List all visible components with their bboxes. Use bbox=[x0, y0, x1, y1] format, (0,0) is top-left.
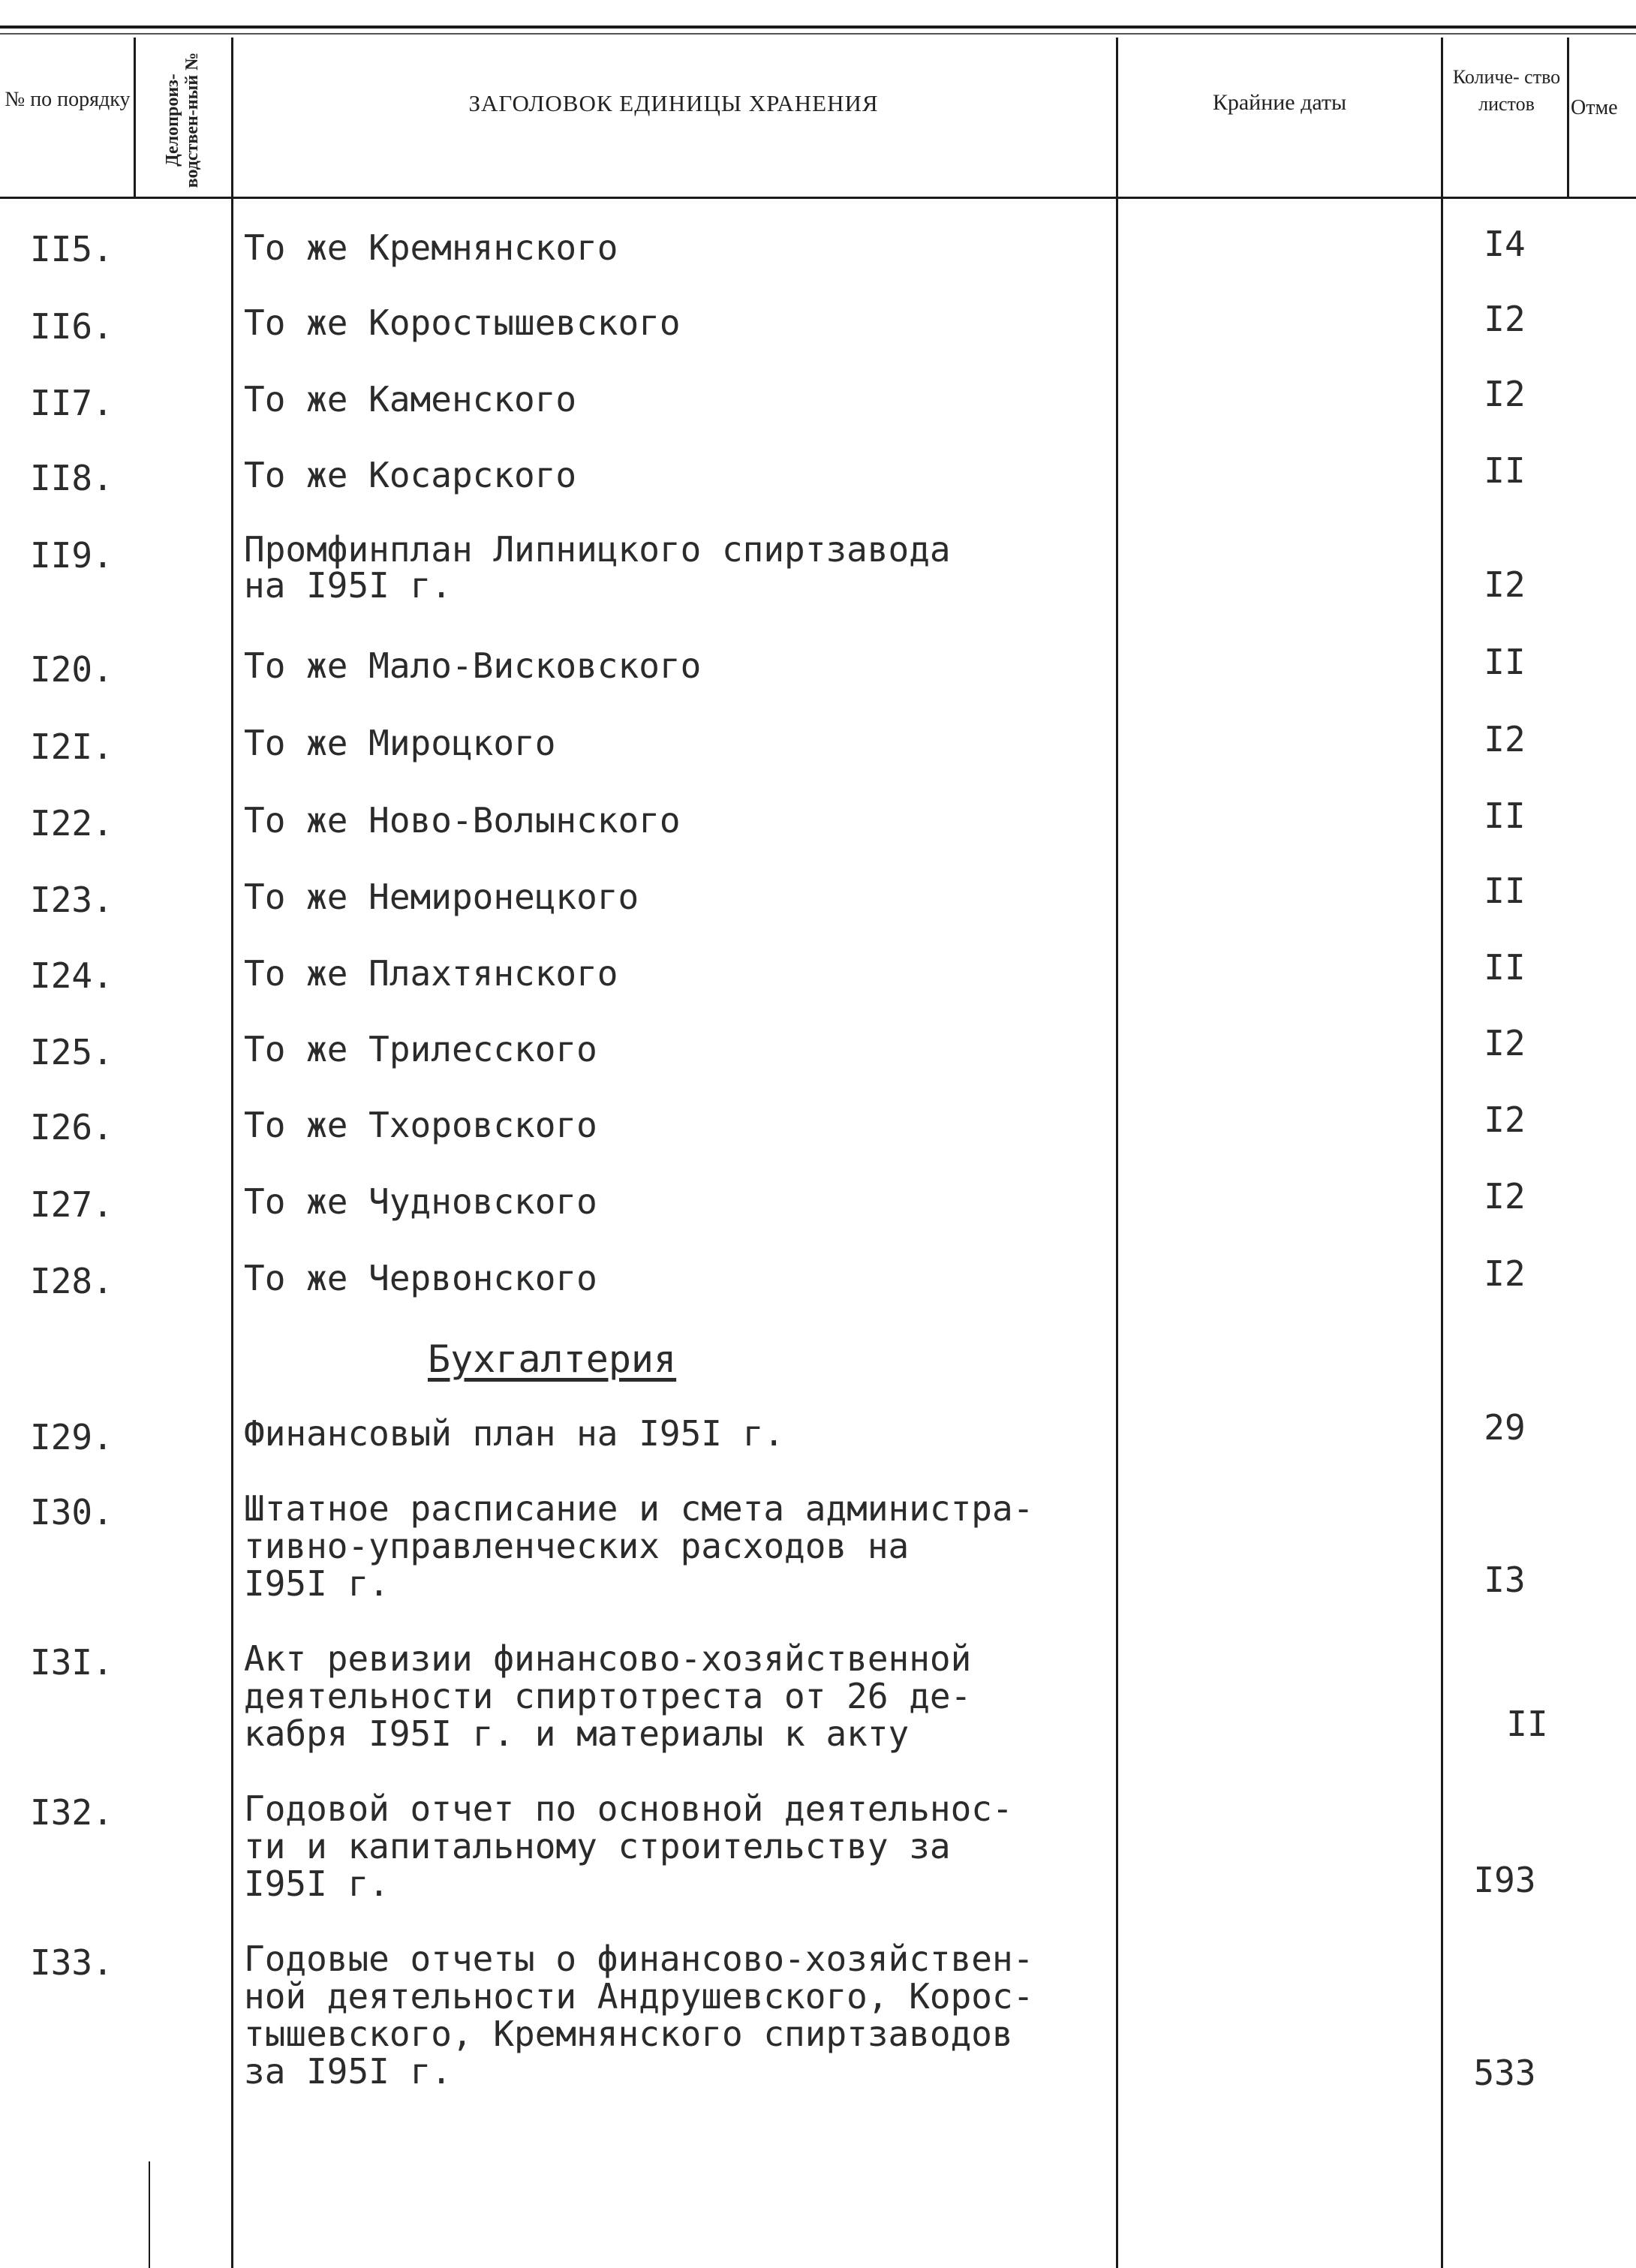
row-number: II6. bbox=[30, 306, 113, 347]
row-number: II9. bbox=[30, 535, 113, 576]
left-edge-line bbox=[149, 2161, 150, 2268]
header-delo-label: Делопроиз-водствен-ный № bbox=[163, 52, 202, 188]
header-title-column: ЗАГОЛОВОК ЕДИНИЦЫ ХРАНЕНИЯ bbox=[468, 90, 879, 116]
row-number: I23. bbox=[30, 880, 113, 920]
row-title: Штатное расписание и смета администра- тивно-управленческих расходов на I95I г. bbox=[244, 1488, 1034, 1604]
row-number: I32. bbox=[30, 1792, 113, 1833]
row-title: То же Тхоровского bbox=[244, 1105, 597, 1145]
row-number: II8. bbox=[30, 458, 113, 498]
row-number: I25. bbox=[30, 1032, 113, 1072]
row-quantity: I4 bbox=[1484, 224, 1526, 264]
row-number: I29. bbox=[30, 1417, 113, 1457]
row-title: Годовые отчеты о финансово-хозяйствен- ной деятельности Андрушевского, Корос- тышевского, Кремнянского спиртзаводов за I95I г. bbox=[244, 1939, 1034, 2092]
row-number: I2I. bbox=[30, 726, 113, 767]
header-quantity-column: Количе- ство листов bbox=[1452, 66, 1561, 115]
row-title: То же Червонского bbox=[244, 1258, 597, 1298]
section-title: Бухгалтерия bbox=[428, 1337, 677, 1381]
row-title: Финансовый план на I95I г. bbox=[244, 1413, 785, 1454]
row-number: I33. bbox=[30, 1942, 113, 1983]
row-quantity: II bbox=[1484, 796, 1526, 836]
column-divider-3 bbox=[1116, 38, 1118, 2268]
row-quantity: II bbox=[1484, 450, 1526, 491]
row-title: То же Немиронецкого bbox=[244, 877, 639, 917]
row-title: То же Плахтянского bbox=[244, 953, 618, 994]
row-quantity: I2 bbox=[1484, 1176, 1526, 1217]
column-divider-4 bbox=[1441, 38, 1443, 2268]
row-quantity: 533 bbox=[1473, 2053, 1536, 2093]
row-quantity: I2 bbox=[1484, 1099, 1526, 1140]
row-title: Промфинплан Липницкого спиртзавода на I95I г. bbox=[244, 529, 951, 606]
row-quantity: I2 bbox=[1484, 564, 1526, 605]
row-title: То же Каменского bbox=[244, 379, 577, 420]
row-quantity: I3 bbox=[1484, 1560, 1526, 1600]
row-number: I26. bbox=[30, 1107, 113, 1148]
row-number: I28. bbox=[30, 1261, 113, 1301]
row-quantity: I2 bbox=[1484, 299, 1526, 339]
row-title: То же Мало-Висковского bbox=[244, 645, 702, 686]
row-quantity: 29 bbox=[1484, 1407, 1526, 1448]
header-bottom-line bbox=[0, 197, 1636, 199]
row-title: То же Кремнянского bbox=[244, 227, 618, 268]
row-quantity: I2 bbox=[1484, 1023, 1526, 1063]
row-number: I20. bbox=[30, 649, 113, 690]
top-border-line-2 bbox=[0, 33, 1636, 35]
row-number: I3I. bbox=[30, 1642, 113, 1683]
header-dates-column: Крайние даты bbox=[1212, 90, 1347, 115]
row-number: I22. bbox=[30, 803, 113, 844]
row-quantity: II bbox=[1506, 1704, 1548, 1744]
row-title: То же Ново-Волынского bbox=[244, 800, 681, 841]
row-title: Годовой отчет по основной деятельнос- ти и капитальному строительству за I95I г. bbox=[244, 1788, 1013, 1904]
row-quantity: II bbox=[1484, 642, 1526, 682]
row-number: I27. bbox=[30, 1184, 113, 1225]
row-title: То же Коростышевского bbox=[244, 302, 681, 343]
column-divider-2 bbox=[231, 38, 233, 2268]
row-title: То же Косарского bbox=[244, 455, 577, 495]
row-title: То же Трилесского bbox=[244, 1029, 597, 1069]
row-number: I30. bbox=[30, 1492, 113, 1533]
header-number-column: № по порядку bbox=[5, 88, 131, 111]
row-title: Акт ревизии финансово-хозяйственной деятельности спиртотреста от 26 де- кабря I95I г. и материалы к акту bbox=[244, 1638, 972, 1754]
row-number: II7. bbox=[30, 383, 113, 423]
row-quantity: I93 bbox=[1473, 1860, 1536, 1900]
header-note-column: Отме bbox=[1571, 96, 1618, 119]
top-border-line bbox=[0, 26, 1636, 29]
row-quantity: II bbox=[1484, 871, 1526, 911]
row-title: То же Мироцкого bbox=[244, 723, 556, 763]
row-quantity: I2 bbox=[1484, 1253, 1526, 1294]
row-title: То же Чудновского bbox=[244, 1181, 597, 1222]
row-number: I24. bbox=[30, 955, 113, 996]
row-number: II5. bbox=[30, 229, 113, 269]
row-quantity: II bbox=[1484, 947, 1526, 988]
header-delo-column bbox=[134, 45, 231, 195]
row-quantity: I2 bbox=[1484, 719, 1526, 760]
row-quantity: I2 bbox=[1484, 374, 1526, 414]
